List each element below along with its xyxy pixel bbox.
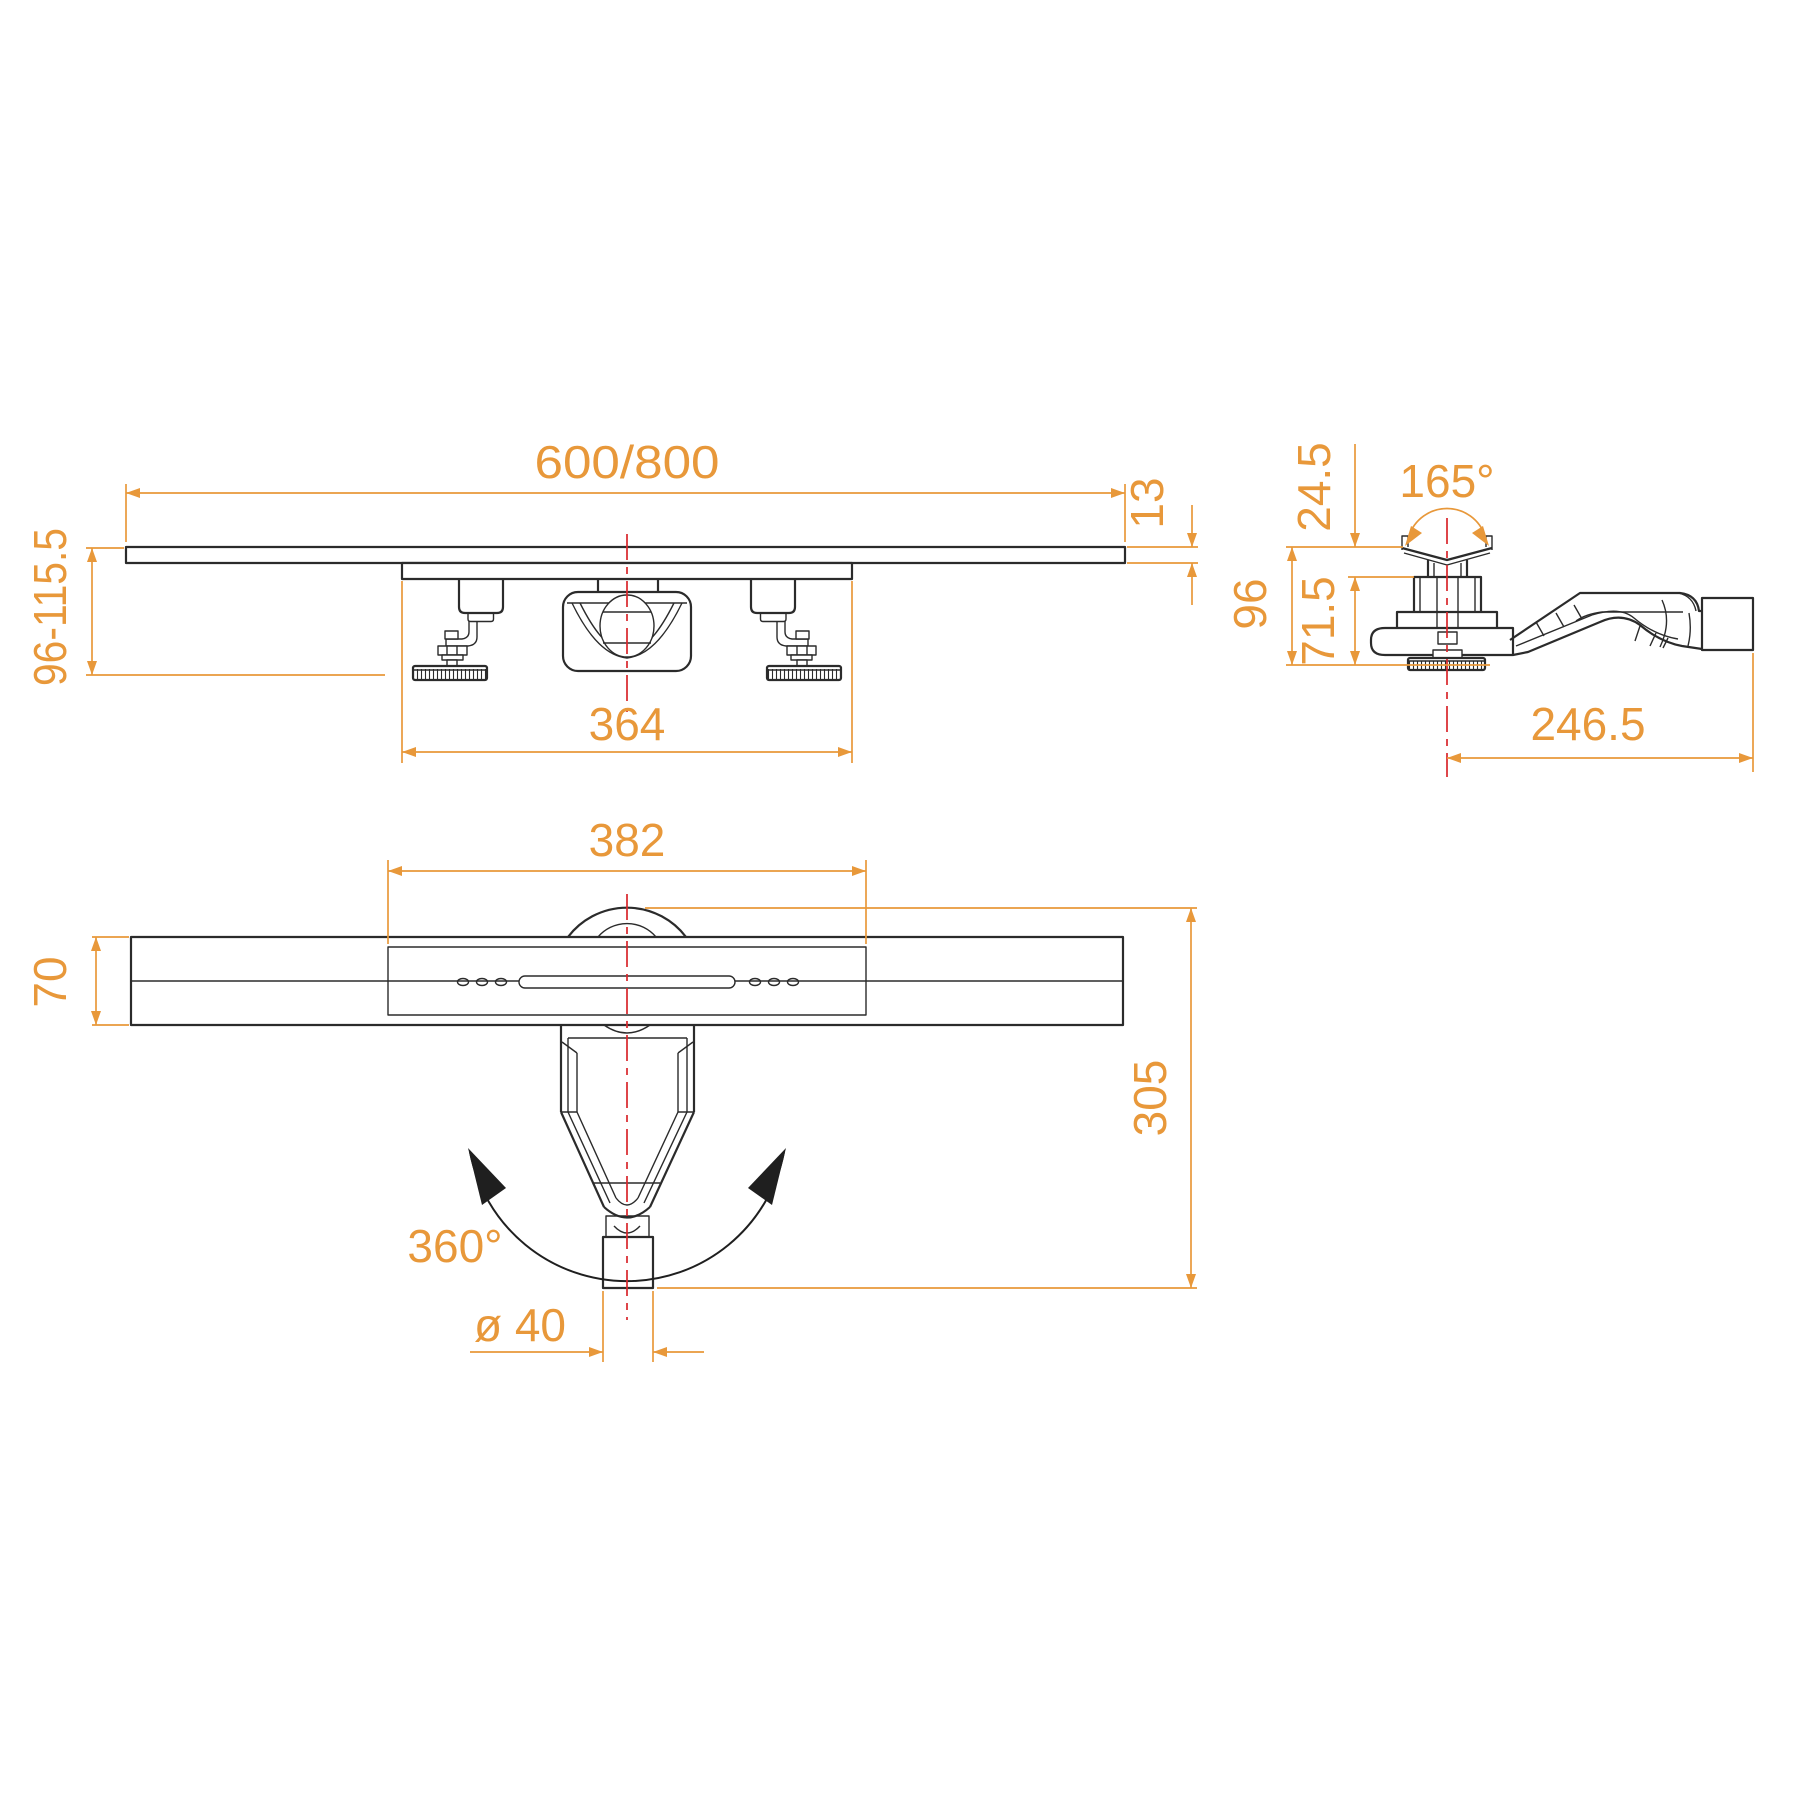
- cover-plate: [126, 547, 1125, 563]
- dim-swivel-angle: 360°: [407, 1220, 503, 1272]
- dim-lower-height: 71.5: [1292, 576, 1344, 666]
- dim-body-width: 364: [588, 698, 666, 750]
- dim-install-height-range: 96-115.5: [24, 507, 76, 686]
- dim-channel-width: 70: [24, 956, 76, 1008]
- pipe-socket: [1702, 598, 1753, 650]
- swivel-arrow-left: [468, 1148, 506, 1205]
- swivel-arrow-right: [748, 1148, 786, 1205]
- front-view: [126, 534, 1125, 712]
- dim-outlet-length: 246.5: [1530, 698, 1646, 750]
- dim-outlet-offset: 305: [1124, 1059, 1176, 1137]
- dim-pipe-diameter: ø 40: [473, 1299, 567, 1351]
- side-view-dimensions: [1224, 442, 1753, 772]
- dim-tilt-angle: 165°: [1399, 455, 1495, 507]
- dim-total-height: 96: [1224, 578, 1276, 630]
- dim-cutout-width: 382: [588, 814, 666, 866]
- dim-overall-width: 600/800: [534, 436, 720, 488]
- outlet-pipe: [1510, 593, 1753, 655]
- bottom-view: [131, 894, 1123, 1320]
- dim-top-clearance: 24.5: [1288, 442, 1340, 532]
- dim-plate-thickness: 13: [1121, 477, 1173, 529]
